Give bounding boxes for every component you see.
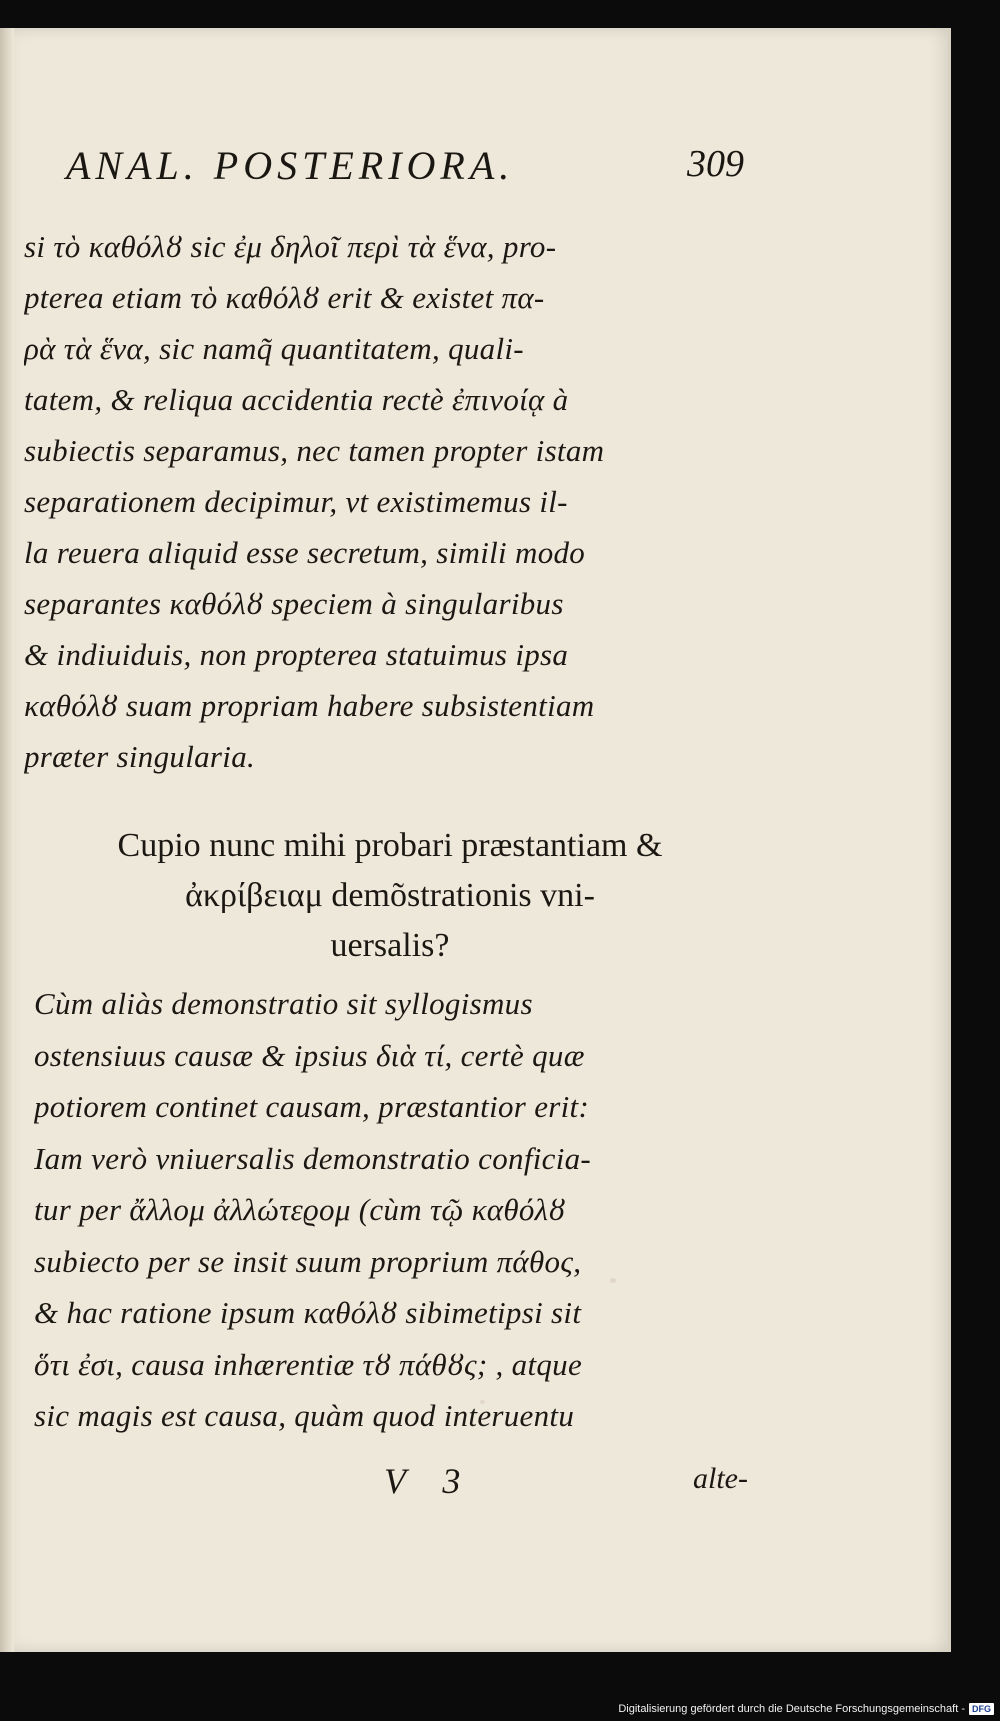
text-line: subiecto per se insit suum proprium πάθος, — [34, 1243, 582, 1279]
text-line: sic magis est causa, quàm quod interuentu — [34, 1398, 575, 1433]
footer-credit — [618, 1703, 994, 1715]
text-line: Cùm aliàs demonstratio sit syllogismus — [34, 986, 533, 1021]
paragraph-2 — [34, 978, 750, 1442]
text-line: pterea etiam τὸ καθόλȣ erit & existet πα- — [24, 280, 545, 315]
page-number: 309 — [687, 143, 744, 185]
text-line: potiorem continet causam, præstantior erit: — [34, 1089, 590, 1124]
text-line: ρὰ τὰ ἕνα, sic namq̃ quantitatem, quali- — [24, 331, 524, 366]
text-line: præter singularia. — [24, 739, 256, 774]
page-gutter — [0, 28, 14, 1652]
heading-line: uersalis? — [330, 927, 450, 964]
section-heading — [40, 821, 740, 971]
text-line: & hac ratione ipsum καθόλȣ sibimetipsi sit — [34, 1295, 582, 1330]
text-line: ostensiuus causæ & ipsius διὰ τί, certè quæ — [34, 1037, 585, 1073]
signature-mark: V 3 — [384, 1461, 475, 1501]
text-line: & indiuiduis, non propterea statuimus ipsa — [24, 637, 569, 672]
text-line: la reuera aliquid esse secretum, simili modo — [24, 535, 586, 570]
catchword: alte- — [693, 1462, 748, 1495]
page-header — [66, 142, 744, 212]
book-page — [0, 28, 951, 1652]
text-line: separationem decipimur, vt existimemus il- — [24, 484, 568, 519]
text-line: καθόλȣ suam propriam habere subsistentiam — [24, 688, 595, 723]
running-title: ANAL. POSTERIORA. — [66, 143, 515, 188]
heading-line: ἀκρίβειαμ demõstrationis vni- — [185, 877, 595, 914]
text-line: Iam verò vniuersalis demonstratio conficia- — [34, 1140, 592, 1176]
text-line: tur per ἄλλομ ἀλλώτεϱομ (cùm τῷ καθόλȣ — [34, 1192, 566, 1227]
text-line: subiectis separamus, nec tamen propter istam — [24, 433, 605, 468]
footer-text: Digitalisierung gefördert durch die Deutsche Forschungsgemeinschaft - — [618, 1703, 965, 1715]
paragraph-1 — [24, 221, 744, 782]
heading-line: Cupio nunc mihi probari præstantiam & — [117, 827, 663, 864]
text-line: ὅτι ἐσι, causa inhærentiæ τȣ πάθȣς; , atque — [34, 1346, 583, 1382]
text-line: tatem, & reliqua accidentia rectè ἐπινοίᾳ à — [24, 382, 569, 417]
text-line: si τὸ καθόλȣ sic ἐμ δηλοῖ περὶ τὰ ἕνα, pro- — [24, 229, 557, 264]
text-line: separantes καθόλȣ speciem à singularibus — [24, 586, 564, 621]
dfg-logo-icon: DFG — [969, 1703, 994, 1715]
